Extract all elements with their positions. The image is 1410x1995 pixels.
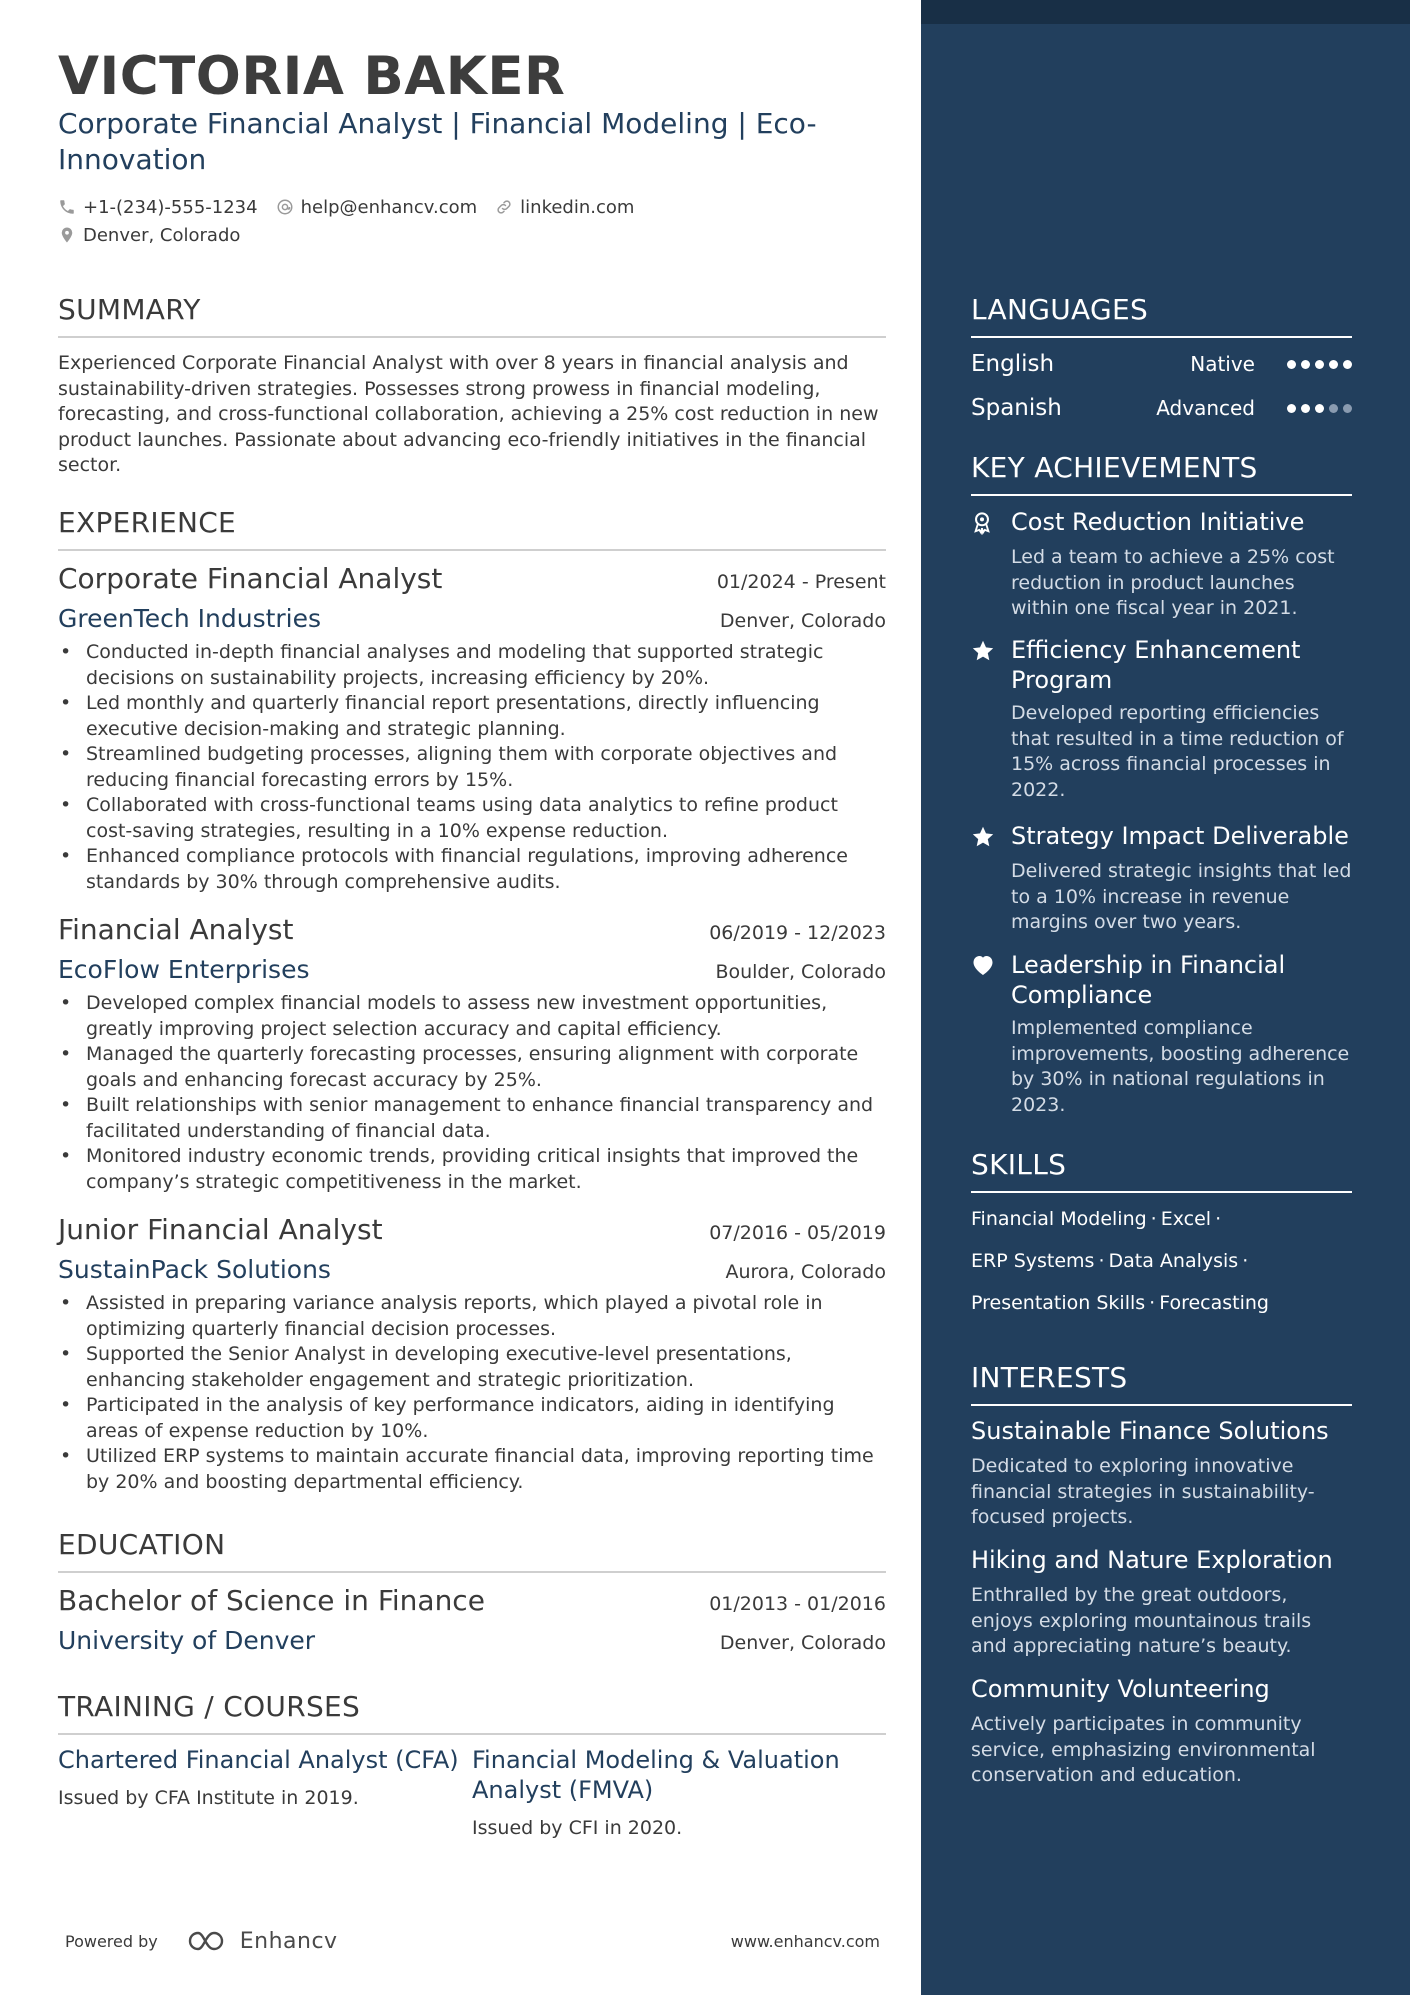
language-item — [971, 392, 1352, 424]
interest-title: Sustainable Finance Solutions — [971, 1417, 1329, 1445]
degree-title: Bachelor of Science in Finance — [58, 1584, 485, 1617]
language-name: English — [971, 351, 1055, 377]
footer-brand: Enhancv — [239, 1928, 338, 1954]
linkedin-text: linkedin.com — [520, 196, 635, 218]
rating-dot-filled — [1315, 360, 1324, 369]
interest-desc: Enthralled by the great outdoors, enjoys exploring mountainous trails and appreciating nature’s beauty. — [971, 1584, 1312, 1657]
skill-separator: · — [1150, 1208, 1157, 1230]
rating-dot-filled — [1287, 360, 1296, 369]
job-bullet: • Conducted in-depth financial analyses and modeling that supported strategic decisions on sustainability projects, increasing efficiency by 20%. — [58, 640, 886, 691]
job-bullet: • Managed the quarterly forecasting processes, ensuring alignment with corporate goals and enhancing forecast accuracy by 25%. — [58, 1042, 886, 1093]
language-name: Spanish — [971, 395, 1062, 421]
achievement-desc: Led a team to achieve a 25% cost reduction in product launches within one fiscal year in 2021. — [1011, 546, 1335, 619]
location-pin-icon — [58, 226, 76, 244]
job-bullet: • Led monthly and quarterly financial report presentations, directly influencing executive decision-making and strategic planning. — [58, 691, 886, 742]
education-heading: EDUCATION — [58, 1528, 886, 1573]
location-text: Denver, Colorado — [83, 224, 241, 246]
link-icon — [495, 198, 513, 216]
rating-dot-empty — [1329, 404, 1338, 413]
heart-icon — [971, 954, 995, 976]
skill-separator: · — [1242, 1250, 1249, 1272]
course-desc: Issued by CFI in 2020. — [472, 1817, 683, 1839]
course-title: Financial Modeling & Valuation Analyst (FMVA) — [472, 1746, 840, 1804]
job-bullet: • Participated in the analysis of key performance indicators, aiding in identifying areas of expense reduction by 10%. — [58, 1393, 886, 1444]
rating-dot-filled — [1315, 404, 1324, 413]
rating-dot-empty — [1343, 404, 1352, 413]
job-bullets — [58, 640, 886, 895]
job-company: GreenTech Industries — [58, 604, 322, 633]
skill-separator: · — [1215, 1208, 1222, 1230]
school-location: Denver, Colorado — [719, 1632, 886, 1654]
achievements-heading: KEY ACHIEVEMENTS — [971, 451, 1352, 496]
achievement-item — [971, 635, 1352, 803]
contact-email[interactable] — [276, 197, 478, 218]
skill-item: Forecasting — [1159, 1292, 1269, 1314]
powered-by-label: Powered by — [65, 1931, 158, 1951]
skill-item: Excel — [1160, 1208, 1212, 1230]
job-title: Corporate Financial Analyst — [58, 562, 443, 595]
job-bullet: • Monitored industry economic trends, providing critical insights that improved the company’s strategic competitiveness in the market. — [58, 1144, 886, 1195]
interest-item — [971, 1674, 1352, 1789]
job-bullet: • Collaborated with cross-functional teams using data analytics to refine product cost-saving strategies, resulting in a 10% expense reduction. — [58, 793, 886, 844]
job-title: Financial Analyst — [58, 913, 294, 946]
language-level: Advanced — [1156, 396, 1255, 420]
course-title: Chartered Financial Analyst (CFA) — [58, 1746, 459, 1774]
job-entry — [58, 1213, 886, 1495]
star-icon — [971, 825, 995, 849]
job-bullets — [58, 1291, 886, 1495]
education-date: 01/2013 - 01/2016 — [709, 1593, 886, 1615]
achievement-title: Leadership in Financial Compliance — [1011, 951, 1286, 1009]
job-date: 01/2024 - Present — [716, 571, 886, 593]
interest-desc: Actively participates in community service, emphasizing environmental conservation and education. — [971, 1713, 1316, 1786]
job-entry — [58, 913, 886, 1195]
contact-info — [58, 194, 858, 250]
rating-dot-filled — [1343, 360, 1352, 369]
interests-heading: INTERESTS — [971, 1361, 1352, 1406]
candidate-name: VICTORIA BAKER — [58, 46, 566, 107]
skill-item: Data Analysis — [1108, 1250, 1239, 1272]
school-name: University of Denver — [58, 1626, 316, 1655]
footer — [58, 1928, 880, 1954]
interest-title: Community Volunteering — [971, 1675, 1270, 1703]
achievement-item — [971, 950, 1352, 1118]
rating-dot-filled — [1301, 360, 1310, 369]
contact-location — [58, 225, 240, 246]
job-company: SustainPack Solutions — [58, 1255, 331, 1284]
interest-desc: Dedicated to exploring innovative financial strategies in sustainability-focused projects. — [971, 1455, 1315, 1528]
interest-item — [971, 1545, 1352, 1660]
rating-dot-filled — [1287, 404, 1296, 413]
sidebar-top-bar — [921, 0, 1410, 24]
contact-phone[interactable] — [58, 197, 258, 218]
job-date: 07/2016 - 05/2019 — [709, 1222, 886, 1244]
sidebar — [921, 0, 1410, 1995]
job-title: Junior Financial Analyst — [58, 1213, 383, 1246]
footer-url[interactable]: www.enhancv.com — [730, 1931, 880, 1951]
star-icon — [971, 639, 995, 663]
language-rating — [1287, 360, 1352, 369]
achievement-title: Efficiency Enhancement Program — [1011, 636, 1301, 694]
rating-dot-filled — [1301, 404, 1310, 413]
course-item — [472, 1745, 886, 1839]
skill-separator: · — [1098, 1250, 1105, 1272]
job-bullet: • Streamlined budgeting processes, aligning them with corporate objectives and reducing financial forecasting errors by 15%. — [58, 742, 886, 793]
job-company: EcoFlow Enterprises — [58, 955, 310, 984]
award-icon — [971, 511, 993, 535]
skill-item: Financial Modeling — [971, 1208, 1147, 1230]
language-item — [971, 348, 1352, 380]
achievement-item — [971, 507, 1352, 622]
achievement-desc: Developed reporting efficiencies that resulted in a time reduction of 15% across financial processes in 2022. — [1011, 702, 1344, 801]
job-bullet: • Supported the Senior Analyst in developing executive-level presentations, enhancing stakeholder engagement and strategic prioritization. — [58, 1342, 886, 1393]
achievement-desc: Implemented compliance improvements, boosting adherence by 30% in national regulations in 2023. — [1011, 1017, 1350, 1116]
skills-list — [971, 1204, 1352, 1330]
job-date: 06/2019 - 12/2023 — [709, 922, 886, 944]
phone-text: +1-(234)-555-1234 — [83, 196, 258, 218]
achievement-item — [971, 821, 1352, 936]
at-icon — [276, 198, 294, 216]
skills-heading: SKILLS — [971, 1148, 1352, 1193]
skill-separator: · — [1149, 1292, 1156, 1314]
job-location: Denver, Colorado — [719, 610, 886, 632]
job-entry — [58, 562, 886, 895]
candidate-headline: Corporate Financial Analyst | Financial Modeling | Eco-Innovation — [58, 107, 817, 176]
course-item — [58, 1745, 472, 1839]
course-desc: Issued by CFA Institute in 2019. — [58, 1787, 359, 1809]
skill-item: Presentation Skills — [971, 1292, 1146, 1314]
interest-item — [971, 1416, 1352, 1531]
enhancv-logo-icon — [186, 1928, 234, 1954]
experience-heading: EXPERIENCE — [58, 506, 886, 551]
job-bullet: • Built relationships with senior management to enhance financial transparency and facilitated understanding of financial data. — [58, 1093, 886, 1144]
job-bullet: • Utilized ERP systems to maintain accurate financial data, improving reporting time by 20% and boosting departmental efficiency. — [58, 1444, 886, 1495]
courses-list — [58, 1745, 886, 1839]
job-bullet: • Assisted in preparing variance analysis reports, which played a pivotal role in optimizing quarterly financial decision processes. — [58, 1291, 886, 1342]
email-text: help@enhancv.com — [300, 196, 478, 218]
job-location: Aurora, Colorado — [725, 1261, 886, 1283]
job-bullet: • Enhanced compliance protocols with financial regulations, improving adherence standards by 30% through comprehensive audits. — [58, 844, 886, 895]
phone-icon — [58, 198, 76, 216]
language-rating — [1287, 404, 1352, 413]
skill-item: ERP Systems — [971, 1250, 1095, 1272]
rating-dot-filled — [1329, 360, 1338, 369]
summary-text: Experienced Corporate Financial Analyst with over 8 years in financial analysis and sustainability-driven strategies. Possesses strong prowess in financial modeling, forecasting, and cross-functional collaboration, achieving a 25% cost reduction in new product launches. Passionate about advancing eco-friendly initiatives in the financial sector. — [58, 352, 879, 476]
languages-heading: LANGUAGES — [971, 293, 1352, 338]
training-heading: TRAINING / COURSES — [58, 1690, 886, 1735]
job-location: Boulder, Colorado — [715, 961, 886, 983]
achievement-desc: Delivered strategic insights that led to a 10% increase in revenue margins over two years. — [1011, 860, 1352, 933]
interest-title: Hiking and Nature Exploration — [971, 1546, 1333, 1574]
language-level: Native — [1190, 352, 1255, 376]
summary-heading: SUMMARY — [58, 293, 886, 338]
contact-linkedin[interactable] — [495, 197, 634, 218]
job-bullets — [58, 991, 886, 1195]
achievement-title: Cost Reduction Initiative — [1011, 508, 1305, 536]
achievement-title: Strategy Impact Deliverable — [1011, 822, 1349, 850]
education-entry — [58, 1584, 886, 1662]
job-bullet: • Developed complex financial models to assess new investment opportunities, greatly improving project selection accuracy and capital efficiency. — [58, 991, 886, 1042]
